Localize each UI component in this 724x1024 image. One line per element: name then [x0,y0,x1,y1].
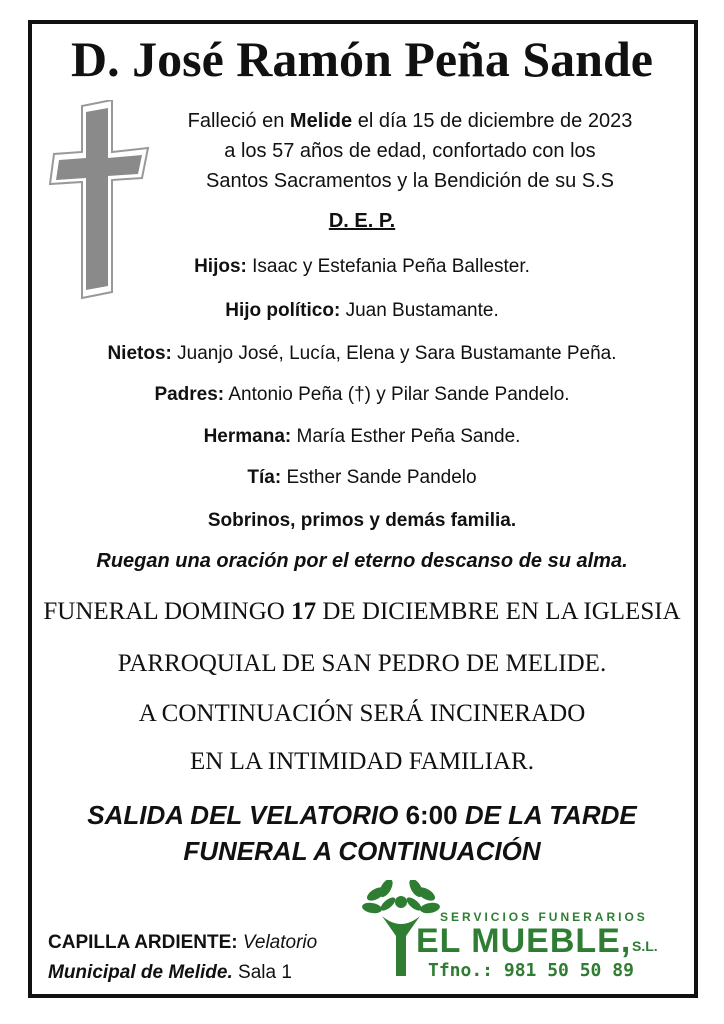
deceased-name: D. José Ramón Peña Sande [71,31,653,87]
logo-name: EL MUEBLE, [416,922,632,960]
relative-line: Hermana: María Esther Peña Sande. [203,426,521,447]
funeral-home-logo [362,880,682,980]
relative-line: Nietos: Juanjo José, Lucía, Elena y Sara Bustamante Peña. [107,343,617,364]
logo-suffix: S.L. [632,938,658,954]
death-place: Melide [289,110,353,132]
chapel-info: CAPILLA ARDIENTE: Velatorio Municipal de Melide. Sala 1 [48,932,318,983]
prayer-request: Ruegan una oración por el eterno descanso de su alma. [96,550,628,572]
departure-line: FUNERAL A CONTINUACIÓN [183,836,541,866]
relative-line: Hijos: Isaac y Estefania Peña Ballester. [194,256,530,277]
funeral-line: PARROQUIAL DE SAN PEDRO DE MELIDE. [117,650,607,677]
funeral-line: FUNERAL DOMINGO 17 DE DICIEMBRE EN LA IGLESIA [43,598,681,625]
death-details: Falleció en Melide el día 15 de diciembre de 2023 a los 57 años de edad, confortado con los Santos Sacramentos y la Bendición de su S.S [187,110,633,192]
logo-phone: Tfno.: 981 50 50 89 [428,960,634,981]
dep-heading: D. E. P. [328,210,396,232]
funeral-line: EN LA INTIMIDAD FAMILIAR. [190,748,534,775]
relative-line: Padres: Antonio Peña (†) y Pilar Sande Pandelo. [154,384,570,405]
relative-line: Hijo político: Juan Bustamante. [225,300,499,321]
funeral-line: A CONTINUACIÓN SERÁ INCINERADO [138,700,586,727]
relative-line: Tía: Esther Sande Pandelo [247,467,477,488]
family-line: Sobrinos, primos y demás familia. [207,510,517,531]
departure-line: SALIDA DEL VELATORIO 6:00 DE LA TARDE [87,800,637,830]
logo-tagline: SERVICIOS FUNERARIOS [440,910,648,924]
